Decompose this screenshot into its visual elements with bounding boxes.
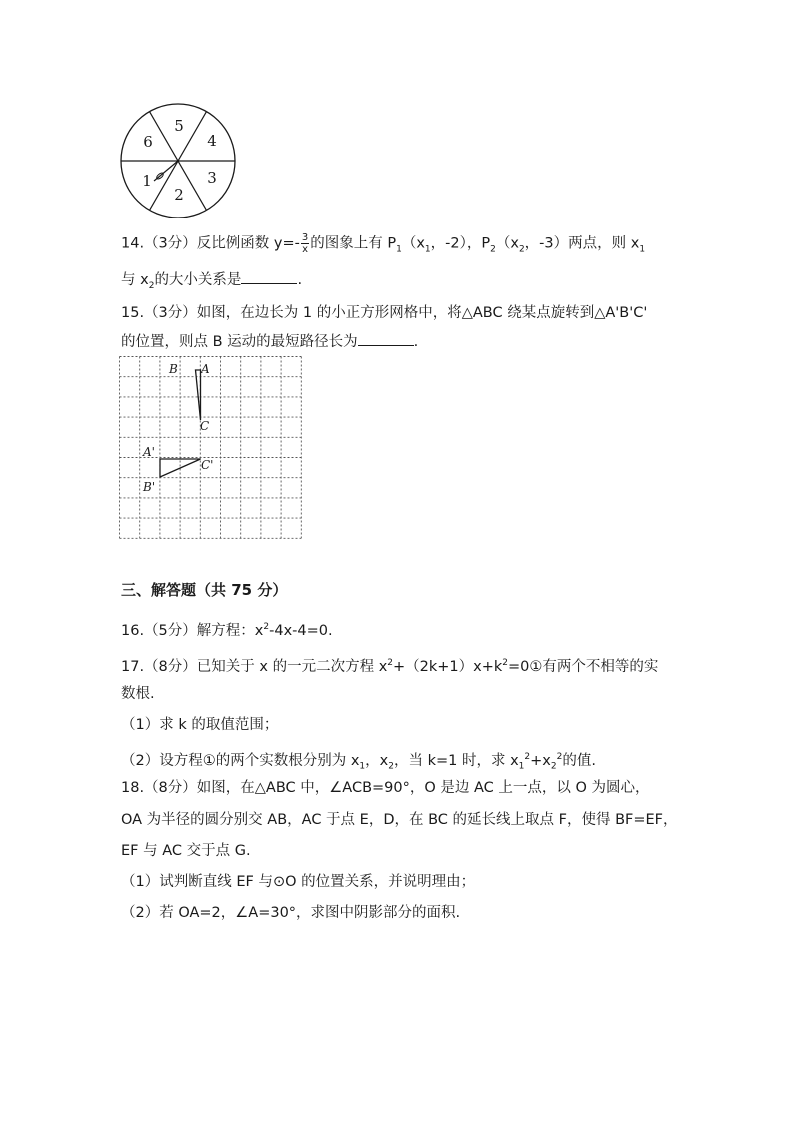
grid-figure: [119, 356, 302, 539]
label-b-prime: B': [143, 480, 156, 494]
q18-part2: （2）若 OA=2，∠A=30°，求图中阴影部分的面积.: [121, 905, 461, 921]
sector-label: 3: [207, 169, 217, 187]
label-c-prime: C': [201, 458, 214, 472]
q17-part1: （1）求 k 的取值范围；: [121, 717, 279, 733]
q15-line2: 的位置，则点 B 运动的最短路径长为 .: [121, 331, 418, 352]
fraction: $\frac{3}{x}$: [301, 232, 309, 255]
spinner-figure: [118, 103, 240, 218]
label-c: C: [200, 419, 210, 433]
sector-label: 5: [174, 117, 184, 135]
sector-label: 6: [143, 133, 153, 151]
q18-line2: OA 为半径的圆分别交 AB，AC 于点 E，D，在 BC 的延长线上取点 F，使得 BF=EF，: [121, 812, 678, 828]
label-a-prime: A': [143, 445, 155, 459]
section-title: 三、解答题（共 75 分）: [121, 581, 288, 599]
pointer-icon: [154, 161, 178, 181]
q15-line1: 15.（3分）如图，在边长为 1 的小正方形网格中，将△ABC 绕某点旋转到△A'B'C': [121, 305, 648, 321]
q14-line2: 与 $x_2$的大小关系是 .: [121, 269, 302, 296]
q18-line3: EF 与 AC 交于点 G.: [121, 843, 251, 859]
sector-label: 2: [174, 186, 184, 204]
q17-line2: 数根.: [121, 686, 155, 702]
label-a: A: [201, 362, 210, 376]
sector-label: 1: [142, 172, 152, 190]
triangle-abc: [196, 370, 201, 420]
answer-blank: [241, 269, 297, 284]
q17-part2: （2）设方程①的两个实数根分别为 $x_1$，$x_2$，当 k=1 时，求 $x_1^2+x_2^2$的值.: [121, 752, 596, 772]
q17-line1: 17.（8分）已知关于 x 的一元二次方程 $x^2+(2k+1)x+k^2=0①$有两个不相等的实: [121, 658, 659, 675]
answer-blank: [358, 331, 414, 346]
q14-line1: 14.（3分）反比例函数 y=- $\frac{3}{x}$ 的图象上有 $P_1(x_1$，-2），$P_2(x_2$，-3）两点，则 $x_1$: [121, 232, 646, 255]
sector-label: 4: [207, 132, 217, 150]
label-b: B: [169, 362, 178, 376]
q18-part1: （1）试判断直线 EF 与⊙O 的位置关系，并说明理由；: [121, 874, 476, 890]
q16: 16.（5分）解方程：$x^2-4x-4=0$.: [121, 622, 333, 639]
q18-line1: 18.（8分）如图，在△ABC 中，∠ACB=90°，O 是边 AC 上一点，以 O 为圆心，: [121, 780, 650, 796]
